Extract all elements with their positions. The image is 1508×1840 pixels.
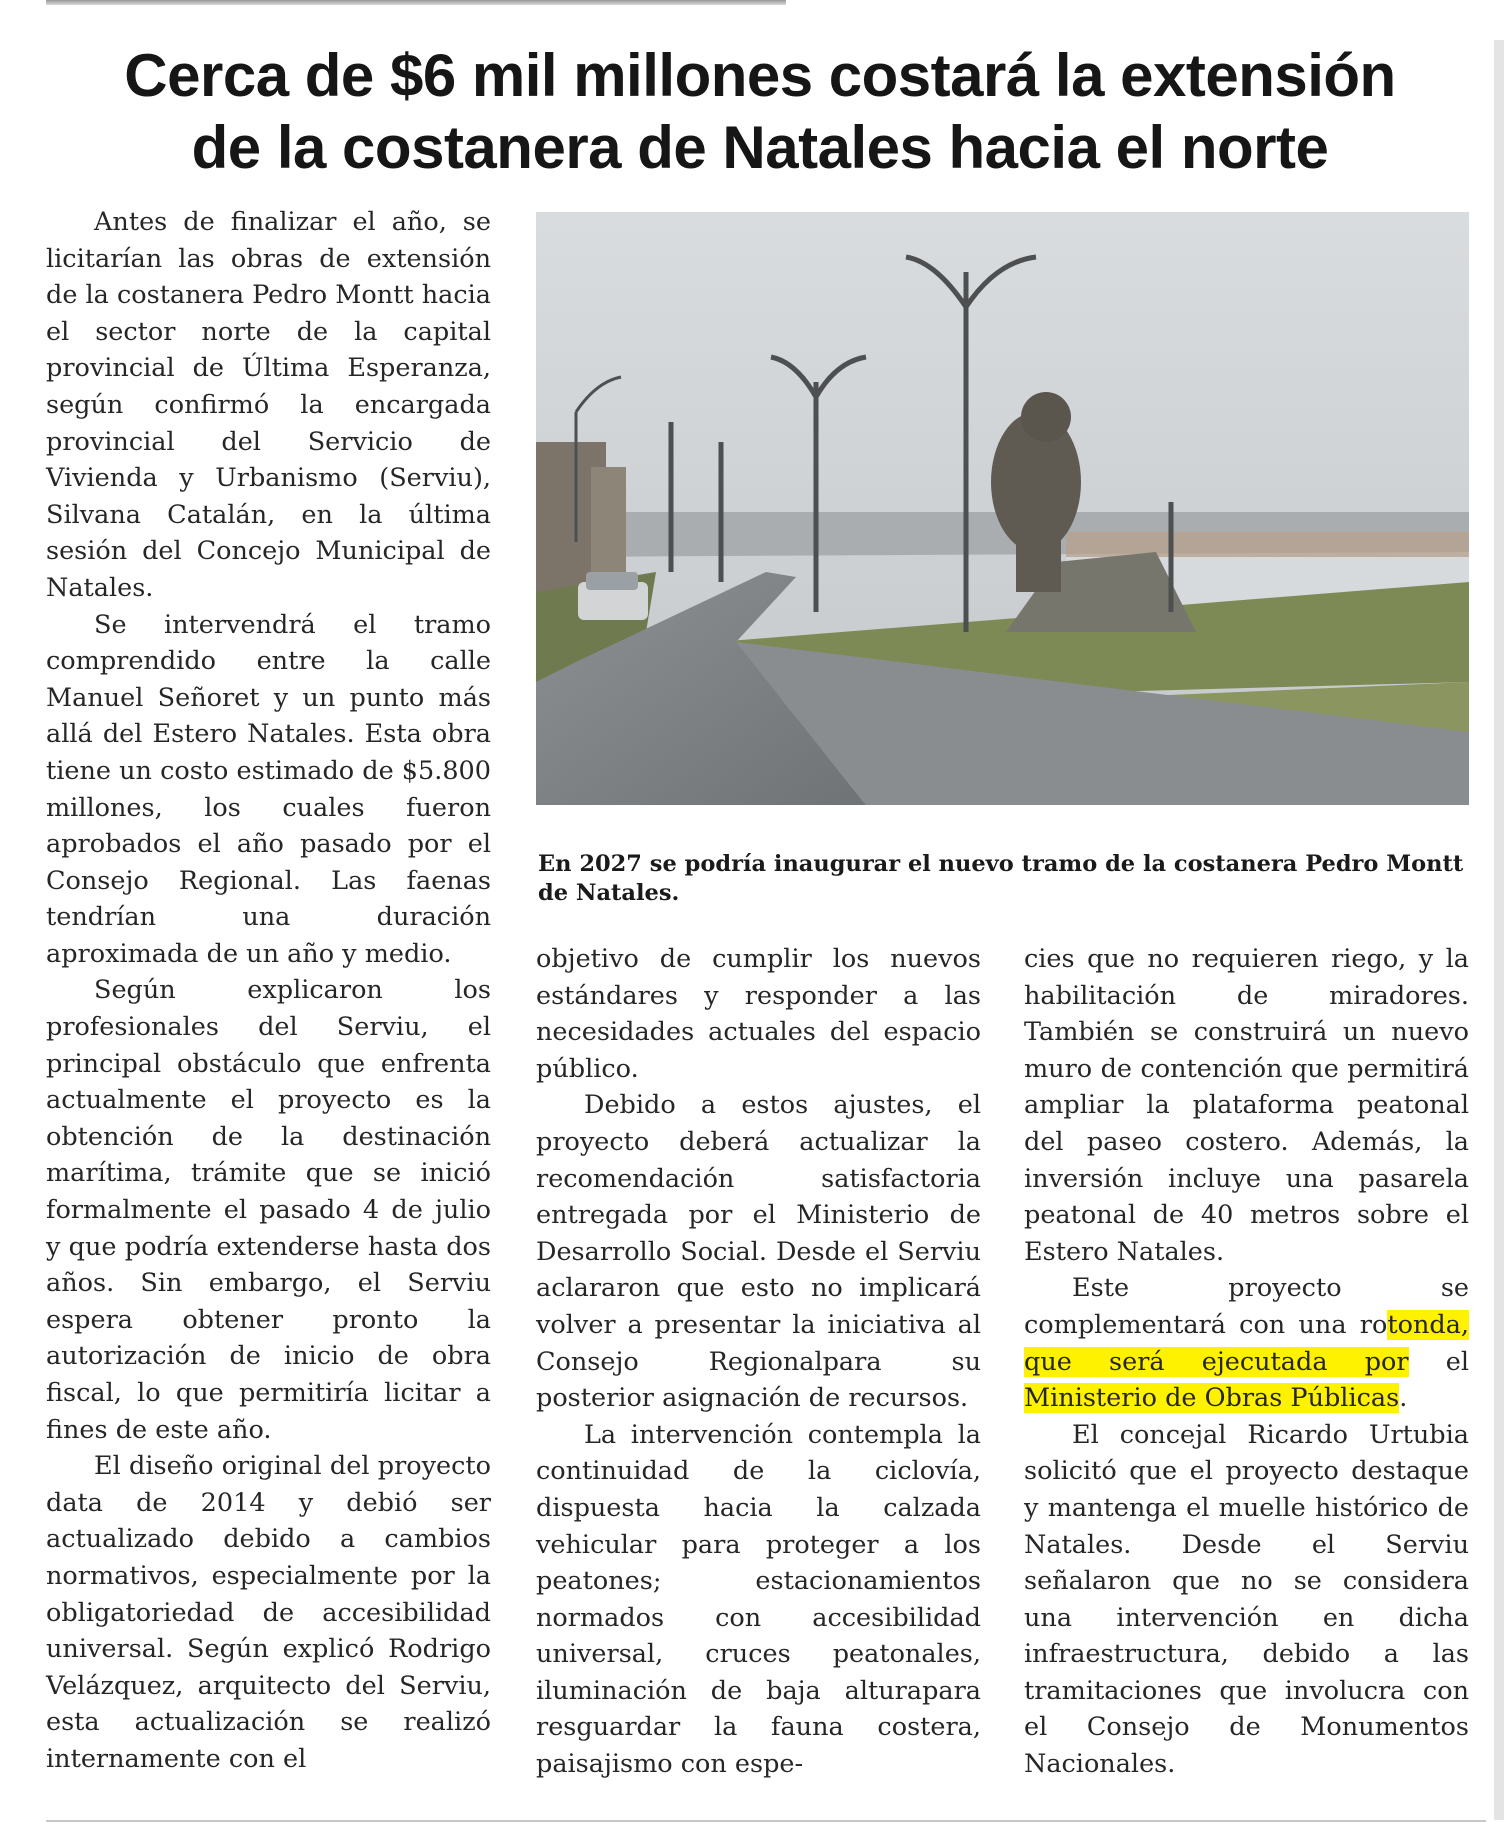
news-photo [536,212,1469,805]
paragraph: objetivo de cumplir los nuevos estándares y responder a las necesidades actuales del espacio público. [536,944,981,1084]
highlight-marker: tonda, que será ejecutada por [1024,1309,1469,1377]
headline [40,40,1480,184]
text-run: . [1399,1383,1408,1414]
paragraph: El diseño original del proyecto data de 2014 y debió ser actualizado debido a cambios normativos, especialmente por la obligatoriedad de accesibilidad universal. Según explicó Rodrigo Velázquez, arquitecto del Serviu, esta actualización se realizó internamente con el [46,1451,491,1774]
article-column-3 [1024,941,1469,1783]
paragraph-highlighted [1024,1270,1469,1416]
paragraph: cies que no requieren riego, y la habilitación de miradores. También se construirá un nuevo muro de contención que permitirá ampliar la plataforma peatonal del paseo costero. Además, la inversión incluye una pasarela peatonal de 40 metros sobre el Estero Natales. [1024,944,1469,1267]
text-run: Este proyecto se complementará con una ro [1024,1273,1469,1340]
bottom-rule [46,1820,1486,1822]
top-rule [46,0,786,5]
paragraph: Se intervendrá el tramo comprendido entre la calle Manuel Señoret y un punto más allá del Estero Natales. Esta obra tiene un costo estimado de $5.800 millones, los cuales fueron aprobados el año pasado por el Consejo Regional. Las faenas tendrían una duración aproximada de un año y medio. [46,609,491,969]
headline-line-1: Cerca de $6 mil millones costará la extensión [124,42,1396,109]
article-column-2 [536,941,981,1783]
highlight-marker: Ministerio de Obras Públicas [1024,1383,1400,1414]
paragraph: Antes de finalizar el año, se licitarían las obras de extensión de la costanera Pedro Montt hacia el sector norte de la capital provincial de Última Esperanza, según confirmó la encargada provincial del Servicio de Vivienda y Urbanismo (Serviu), Silvana Catalán, en la última sesión del Concejo Municipal de Natales. [46,207,491,603]
paragraph: El concejal Ricardo Urtubia solicitó que el proyecto destaque y mantenga el muelle histórico de Natales. Desde el Serviu señalaron que no se considera una intervención en dicha infraestructura, debido a las tramitaciones que involucra con el Consejo de Monumentos Nacionales. [1024,1419,1469,1780]
paragraph: Según explicaron los profesionales del Serviu, el principal obstáculo que enfrenta actualmente el proyecto es la obtención de la destinación marítima, trámite que se inició formalmente el pasado 4 de julio y que podría extenderse hasta dos años. Sin embargo, el Serviu espera obtener pronto la autorización de inicio de obra fiscal, lo que permitiría licitar a fines de este año. [46,975,491,1445]
photo-caption: En 2027 se podría inaugurar el nuevo tramo de la costanera Pedro Montt de Natales. [538,851,1464,906]
headline-line-2: de la costanera de Natales hacia el norte [191,114,1329,181]
article-column-1 [46,204,491,1778]
paragraph: La intervención contempla la continuidad de la ciclovía, dispuesta hacia la calzada vehicular para proteger a los peatones; estacionamientos normados con accesibilidad universal, cruces peatonales, iluminación de baja alturapara resguardar la fauna costera, paisajismo con espe- [536,1419,981,1780]
page-edge-frame [1494,40,1504,1820]
paragraph: Debido a estos ajustes, el proyecto deberá actualizar la recomendación satisfactoria entregada por el Ministerio de Desarrollo Social. Desde el Serviu aclararon que esto no implicará volver a presentar la iniciativa al Consejo Regionalpara su posterior asignación de recursos. [536,1090,981,1414]
text-run: el [1408,1346,1470,1377]
